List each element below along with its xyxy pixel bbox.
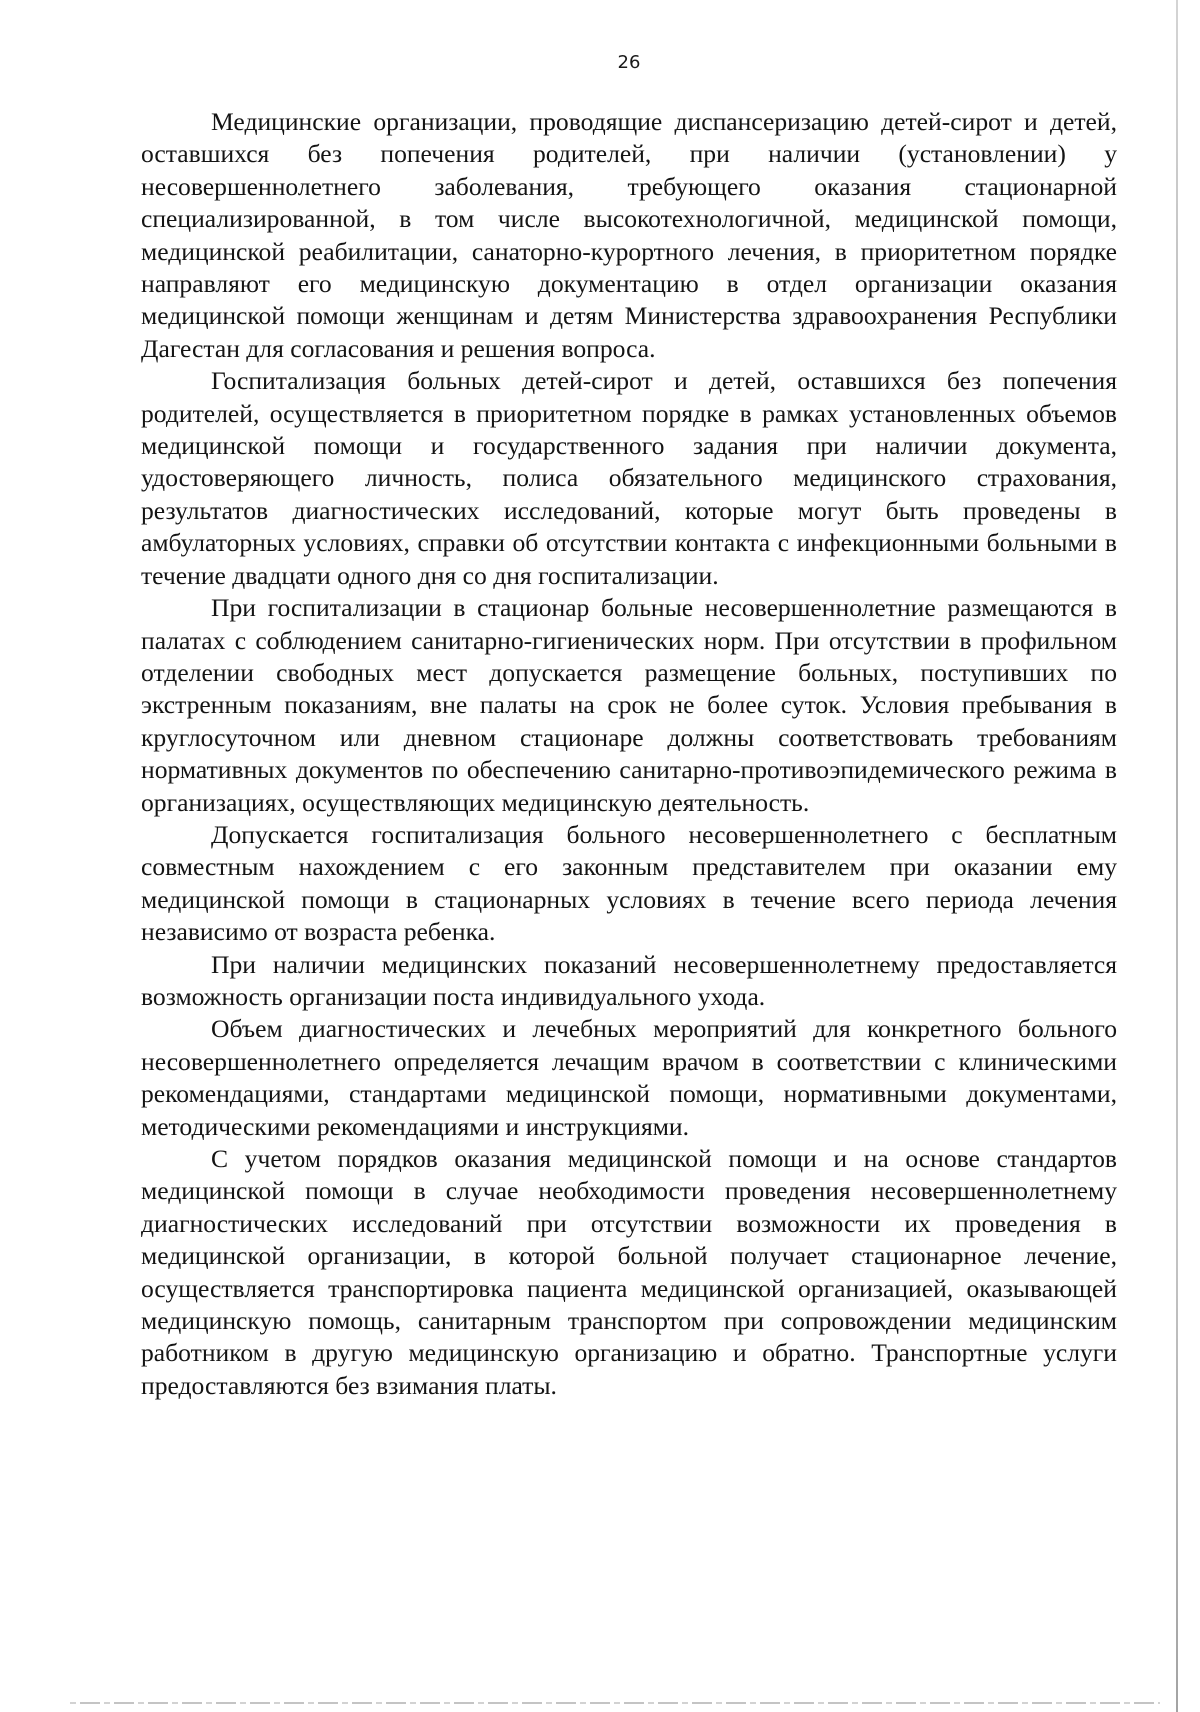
paragraph-treatment-scope: Объем диагностических и лечебных мероприятий для конкретного больного несовершеннолетнего определяется лечащим врачом в соответствии с клиническими рекомендациями, стандартами медицинской помощи, нормативными документами, методическими рекомендациями и инструкциями. [141, 1014, 1117, 1141]
paragraph-guardian-stay: Допускается госпитализация больного несовершеннолетнего с бесплатным совместным нахождением с его законным представителем при оказании ему медицинской помощи в стационарных условиях в течение всего периода лечения независимо от возраста ребенка. [141, 819, 1117, 947]
paragraph-hospitalization: Госпитализация больных детей-сирот и детей, оставшихся без попечения родителей, осуществляется в приоритетном порядке в рамках установленных объемов медицинской помощи и государственного задания при наличии документа, удостоверяющего личность, полиса обязательного медицинского страхования, результатов диагностических исследований, которые могут быть проведены в амбулаторных условиях, справки об отсутствии контакта с инфекционными больными в течение двадцати одного дня со дня госпитализации. [141, 366, 1117, 590]
page-number: 26 [617, 52, 641, 73]
document-body [141, 106, 1117, 1402]
scan-bottom-artifact [70, 1702, 1160, 1704]
paragraph-individual-care: При наличии медицинских показаний несовершеннолетнему предоставляется возможность организации поста индивидуального ухода. [141, 949, 1117, 1011]
paragraph-orphan-referral: Медицинские организации, проводящие диспансеризацию детей-сирот и детей, оставшихся без попечения родителей, при наличии (установлении) у несовершеннолетнего заболевания, требующего оказания стационарной специализированной, в том числе высокотехнологичной, медицинской помощи, медицинской реабилитации, санаторно-курортного лечения, в приоритетном порядке направляют его медицинскую документацию в отдел организации оказания медицинской помощи женщинам и детям Министерства здравоохранения Республики Дагестан для согласования и решения вопроса. [141, 107, 1117, 363]
paragraph-transport: С учетом порядков оказания медицинской помощи и на основе стандартов медицинской помощи в случае необходимости проведения несовершеннолетнему диагностических исследований при отсутствии возможности их проведения в медицинской организации, в которой больной получает стационарное лечение, осуществляется транспортировка пациента медицинской организацией, оказывающей медицинскую помощь, санитарным транспортом при сопровождении медицинским работником в другую медицинскую организацию и обратно. Транспортные услуги предоставляются без взимания платы. [141, 1144, 1117, 1400]
scan-edge-line [1176, 0, 1178, 1712]
paragraph-ward-placement: При госпитализации в стационар больные несовершеннолетние размещаются в палатах с соблюдением санитарно-гигиенических норм. При отсутствии в профильном отделении свободных мест допускается размещение больных, поступивших по экстренным показаниям, вне палаты на срок не более суток. Условия пребывания в круглосуточном или дневном стационаре должны соответствовать требованиям нормативных документов по обеспечению санитарно-противоэпидемического режима в организациях, осуществляющих медицинскую деятельность. [141, 593, 1117, 817]
